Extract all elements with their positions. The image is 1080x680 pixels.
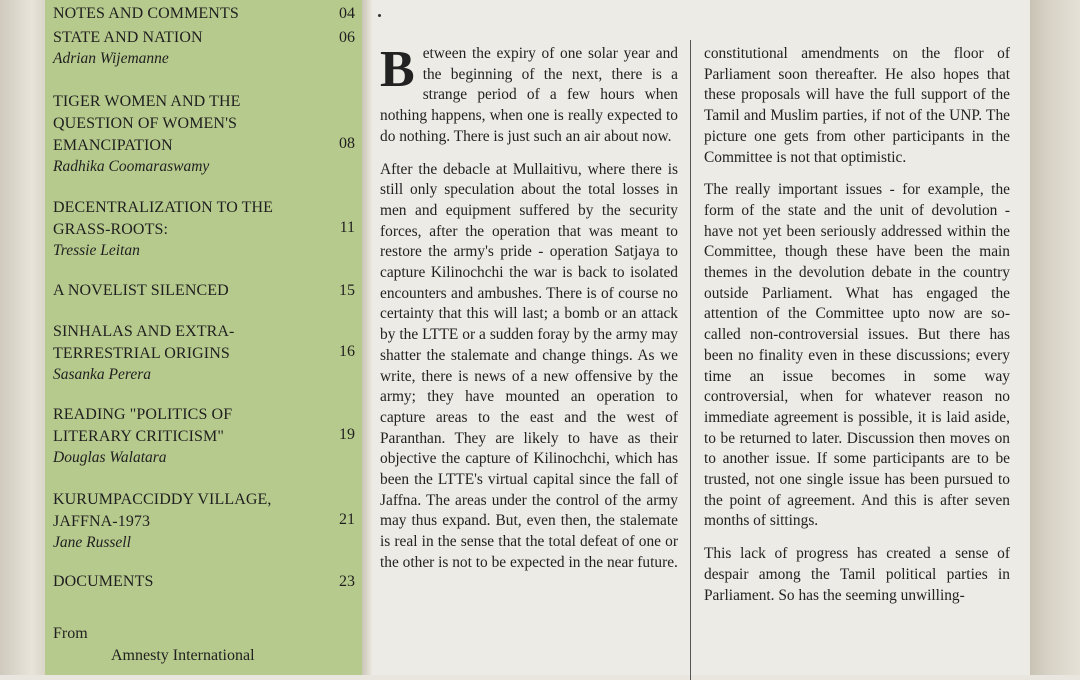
toc-entry-author: Sasanka Perera	[53, 366, 152, 383]
article-paragraph: After the debacle at Mullaitivu, where there is still only speculation about the total losses in men and equipment suffered by the security forces, after the operation that was meant to restore the army's pride - operation Satjaya to capture Kilinochchi the war is back to isolated encounters and ambushes. There is of course no certainty that this will last; a bomb or an attack by the LTTE or a sudden foray by the army may shatter the stalemate and change things. As we write, there is news of a new offensive by the army; they have mounted an operation to capture areas to the east and the west of Paranthan. They are likely to have as their objective the capture of Kilinochchi, which has been the LTTE's virtual capital since the fall of Jaffna. The areas under the control of the army may thus expand. But, even then, the stalemate is real in the sense that the total defeat of one or the other is not to be expected in the near future.	[380, 160, 678, 571]
toc-entry[interactable]	[53, 404, 273, 468]
article-column-1	[380, 41, 678, 586]
toc-entry-author: Adrian Wijemanne	[53, 50, 169, 67]
toc-entry[interactable]	[53, 91, 268, 177]
toc-entry-title: NOTES AND COMMENTS	[53, 5, 239, 22]
table-of-contents	[45, 0, 363, 675]
toc-entry-page: 19	[339, 426, 355, 443]
toc-from-source: Amnesty International	[111, 647, 255, 664]
toc-entry[interactable]	[53, 321, 318, 385]
toc-entry-page: 11	[339, 219, 355, 236]
toc-entry[interactable]	[53, 489, 308, 553]
article-column-2	[704, 44, 1010, 618]
toc-entry[interactable]	[53, 3, 355, 25]
toc-entry-author: Radhika Coomaraswamy	[53, 158, 210, 175]
toc-entry-page: 06	[339, 29, 355, 46]
toc-entry[interactable]	[53, 280, 355, 302]
toc-entry-page: 15	[339, 282, 355, 299]
article-paragraph: This lack of progress has created a sense of despair among the Tamil political parties in Parliament. So has the seeming unwilling-	[704, 545, 1010, 604]
article-paragraph: constitutional amendments on the floor of Parliament soon thereafter. He also hopes that these proposals will have the full support of the Tamil and Muslim parties, if not of the UNP. The picture one gets from other participants in the Committee is not that optimistic.	[704, 45, 1010, 166]
toc-entry-page: 23	[339, 573, 355, 590]
toc-entry-author: Jane Russell	[53, 534, 131, 551]
toc-entry-page: 21	[339, 511, 355, 528]
toc-entry-author: Tressie Leitan	[53, 242, 140, 259]
toc-entry-title: READING "POLITICS OF LITERARY CRITICISM"	[53, 406, 233, 445]
toc-entry-title: SINHALAS AND EXTRA-TERRESTRIAL ORIGINS	[53, 323, 235, 362]
toc-entry-title: DOCUMENTS	[53, 573, 154, 590]
article-lead-paragraph: Between the expiry of one solar year and the beginning of the next, there is a strange period of a few hours when nothing happens, when one is really expected to do nothing. There is just such an air about now.	[380, 41, 678, 145]
toc-entry-title: DECENTRALIZATION TO THE GRASS-ROOTS:	[53, 199, 274, 238]
toc-entry-title: TIGER WOMEN AND THE QUESTION OF WOMEN'S EMANCIPATION	[53, 93, 241, 154]
drop-cap: B	[380, 41, 415, 98]
article-page	[372, 0, 1030, 675]
toc-entry-author: Douglas Walatara	[53, 449, 167, 466]
binding-edge-right	[1030, 0, 1080, 675]
toc-entry[interactable]	[53, 197, 313, 261]
column-divider	[690, 40, 691, 680]
page-mark	[378, 14, 381, 17]
toc-entry-title: STATE AND NATION	[53, 29, 203, 46]
toc-entry-title: KURUMPACCIDDY VILLAGE, JAFFNA-1973	[53, 491, 272, 530]
toc-from-label: From	[53, 625, 88, 642]
toc-entry-title: A NOVELIST SILENCED	[53, 282, 229, 299]
toc-entry-page: 04	[339, 5, 355, 22]
toc-entry[interactable]	[53, 27, 355, 69]
article-paragraph: The really important issues - for example, the form of the state and the unit of devolution - have not yet been seriously addressed within the Committee, though these have been the main themes in the devolution debate in the country outside Parliament. What has engaged the attention of the Committee upto now are so-called non-controversial issues. But there has been no finality even in these discussions; every time an issue becomes in some way controversial, when for whatever reason no immediate agreement is possible, it is laid aside, to be returned to later. Discussion then moves on to another issue. If some participants are to be trusted, not one single issue has been pursued to the point of agreement. And this is after seven months of sittings.	[704, 181, 1010, 530]
toc-entry[interactable]	[53, 571, 355, 593]
toc-entry-page: 08	[339, 135, 355, 152]
page-gutter	[362, 0, 372, 675]
toc-entry-page: 16	[339, 343, 355, 360]
binding-edge-left	[0, 0, 45, 675]
